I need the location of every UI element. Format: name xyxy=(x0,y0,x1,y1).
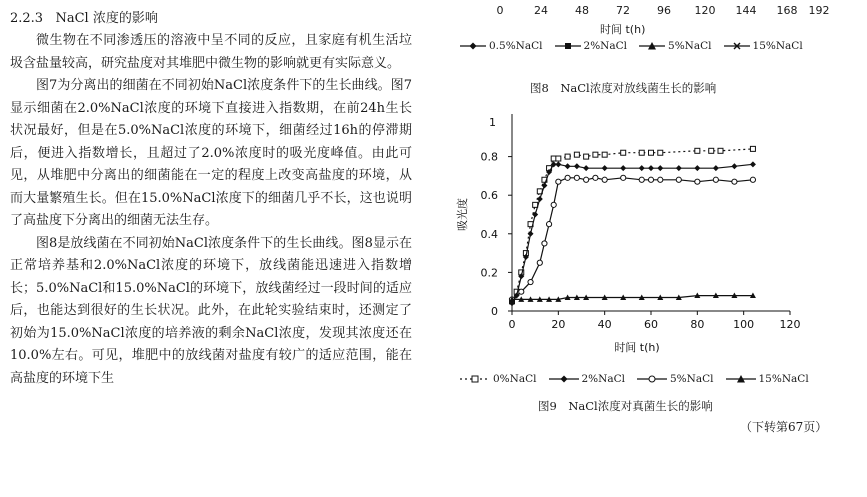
data-point xyxy=(639,150,644,155)
data-point xyxy=(602,152,607,157)
series-line-1 xyxy=(512,164,753,303)
x-tick-label: 40 xyxy=(597,318,612,331)
y-tick-label: 0.8 xyxy=(480,150,498,164)
figure8-legend-label: 0.5%NaCl xyxy=(489,40,543,52)
y-tick-label: 0 xyxy=(491,305,498,318)
data-point xyxy=(750,146,755,151)
data-point xyxy=(732,179,737,184)
data-point xyxy=(676,177,681,182)
data-point xyxy=(574,152,579,157)
x-tick-label: 60 xyxy=(644,318,658,331)
y-tick-label: 0.6 xyxy=(480,189,498,203)
figure8-legend xyxy=(460,40,815,52)
data-point xyxy=(713,177,718,182)
data-point xyxy=(574,163,580,169)
data-point xyxy=(676,165,682,171)
data-point xyxy=(555,161,561,167)
figure9-legend-item xyxy=(726,373,809,385)
data-point xyxy=(731,163,737,169)
data-point xyxy=(574,175,579,180)
line-square-marker-icon xyxy=(555,41,581,51)
section-title: NaCl 浓度的影响 xyxy=(55,11,158,26)
data-point xyxy=(593,175,598,180)
data-point xyxy=(657,165,663,171)
data-point xyxy=(695,179,700,184)
y-tick-label: 0.4 xyxy=(480,227,498,241)
data-point xyxy=(648,177,653,182)
data-point xyxy=(621,175,626,180)
figure8-x-tick: 72 xyxy=(616,4,630,17)
figure8-legend-item xyxy=(639,40,712,52)
figure8-x-tick: 144 xyxy=(735,4,757,17)
line-diamond-marker-icon xyxy=(549,374,579,384)
figure8-legend-item xyxy=(724,40,803,52)
figure9-legend-label: 2%NaCl xyxy=(581,373,625,385)
figure8-legend-label: 2%NaCl xyxy=(583,40,628,52)
figure9-axes xyxy=(455,114,801,354)
data-point xyxy=(528,279,533,284)
data-point xyxy=(584,177,589,182)
data-point xyxy=(694,165,700,171)
data-point xyxy=(551,202,556,207)
data-point xyxy=(593,152,598,157)
data-point xyxy=(750,161,756,167)
figure8-x-tick: 48 xyxy=(575,4,589,17)
data-point xyxy=(658,150,663,155)
figure8-x-tick: 24 xyxy=(534,4,548,17)
series-line-2 xyxy=(512,178,753,300)
data-point xyxy=(546,222,551,227)
figure9-legend-label: 15%NaCl xyxy=(758,373,809,385)
x-tick-label: 20 xyxy=(551,318,566,331)
data-point xyxy=(584,154,589,159)
figure8-legend-item xyxy=(555,40,628,52)
data-point xyxy=(565,175,570,180)
data-point xyxy=(750,177,755,182)
figure9-chart xyxy=(448,108,808,368)
figure9-series-group xyxy=(509,146,756,306)
data-point xyxy=(537,260,542,265)
line-circle-marker-icon xyxy=(637,374,667,384)
data-point xyxy=(709,148,714,153)
line-cross-marker-icon xyxy=(724,41,750,51)
data-point xyxy=(541,183,547,189)
figure8-x-tick: 120 xyxy=(694,4,716,17)
data-point xyxy=(565,163,571,169)
data-point xyxy=(565,154,570,159)
data-point xyxy=(542,241,547,246)
figure8-x-axis-ticks xyxy=(478,4,828,20)
figure9-legend-item xyxy=(460,373,537,385)
data-point xyxy=(639,177,644,182)
x-tick-label: 100 xyxy=(733,318,755,331)
data-point xyxy=(713,165,719,171)
figure9-legend-item xyxy=(549,373,626,385)
data-point xyxy=(695,148,700,153)
data-point xyxy=(620,165,626,171)
figure8-legend-label: 5%NaCl xyxy=(668,40,712,52)
x-tick-label: 0 xyxy=(508,318,516,331)
data-point xyxy=(519,289,524,294)
data-point xyxy=(718,148,723,153)
article-text-column xyxy=(10,8,412,390)
data-point xyxy=(639,165,645,171)
line-triangle-marker-icon xyxy=(726,374,756,384)
data-point xyxy=(602,177,607,182)
y-top-label: 1 xyxy=(489,116,496,129)
x-tick-label: 120 xyxy=(779,318,801,331)
data-point xyxy=(556,179,561,184)
continuation-note: （下转第67页） xyxy=(740,420,828,434)
data-point xyxy=(537,196,543,202)
figure8-legend-item xyxy=(460,40,543,52)
data-point xyxy=(556,156,561,161)
figure9-caption: 图9 NaCl浓度对真菌生长的影响 xyxy=(538,399,713,413)
figure8-x-tick: 0 xyxy=(496,4,504,17)
data-point xyxy=(533,202,538,207)
data-point xyxy=(649,150,654,155)
data-point xyxy=(648,165,654,171)
line-triangle-marker-icon xyxy=(639,41,665,51)
figure8-caption: 图8 NaCl浓度对放线菌生长的影响 xyxy=(530,81,717,95)
figure9-legend-label: 5%NaCl xyxy=(670,373,714,385)
section-number: 2.2.3 xyxy=(10,11,44,26)
data-point xyxy=(602,165,608,171)
data-point xyxy=(528,231,534,237)
y-tick-label: 0.2 xyxy=(480,266,498,280)
figure9-legend-item xyxy=(637,373,714,385)
data-point xyxy=(583,165,589,171)
figure8-x-label: 时间 t(h) xyxy=(600,23,646,36)
y-axis-label: 吸光度 xyxy=(456,198,469,231)
figure8-legend-label: 15%NaCl xyxy=(752,40,803,52)
paragraph-2: 图7为分离出的细菌在不同初始NaCl浓度条件下的生长曲线。图7显示细菌在2.0%NaCl浓度的环境下直接进入指数期，在前24h生长状况最好，但是在5.0%NaCl浓度的环境下，细菌经过16h的停滞期后，便进入指数增长，且超过了2.0%浓度时的吸光度峰值。由此可见，从堆肥中分离出的细菌能在一定的程度上改变高盐度的环境，从而大量繁殖生长。但在15.0%NaCl浓度下的细菌几乎不长，这也说明了高盐度下分离出的细菌无法生存。 xyxy=(10,78,412,228)
x-tick-label: 80 xyxy=(690,318,705,331)
dotted-square-marker-icon xyxy=(460,374,490,384)
x-axis-label: 时间 t(h) xyxy=(614,341,660,354)
figure9-legend xyxy=(460,373,821,385)
figure8-x-tick: 192 xyxy=(808,4,830,17)
paragraph-3: 图8是放线菌在不同初始NaCl浓度条件下的生长曲线。图8显示在正常培养基和2.0%NaCl浓度的环境下，放线菌能迅速进入指数增长；5.0%NaCl和15.0%NaCl的环境下，放线菌经过一段时间的适应后，也能达到很好的生长状况。此外，在此轮实验结束时，还测定了初始为15.0%NaCl浓度的培养液的剩余NaCl浓度，发现其浓度还在10.0%左右。可见，堆肥中的放线菌对盐度有较广的适应范围，能在高盐度的环境下生 xyxy=(10,235,412,386)
figure8-x-tick: 96 xyxy=(657,4,671,17)
data-point xyxy=(621,150,626,155)
figure9-legend-label: 0%NaCl xyxy=(493,373,537,385)
paragraph-1: 微生物在不同渗透压的溶液中呈不同的反应，且家庭有机生活垃圾含盐量较高，研究盐度对其堆肥中微生物的影响就更有实际意义。 xyxy=(10,33,412,71)
line-diamond-marker-icon xyxy=(460,41,486,51)
figure8-x-tick: 168 xyxy=(776,4,798,17)
data-point xyxy=(658,177,663,182)
section-heading xyxy=(10,8,412,30)
